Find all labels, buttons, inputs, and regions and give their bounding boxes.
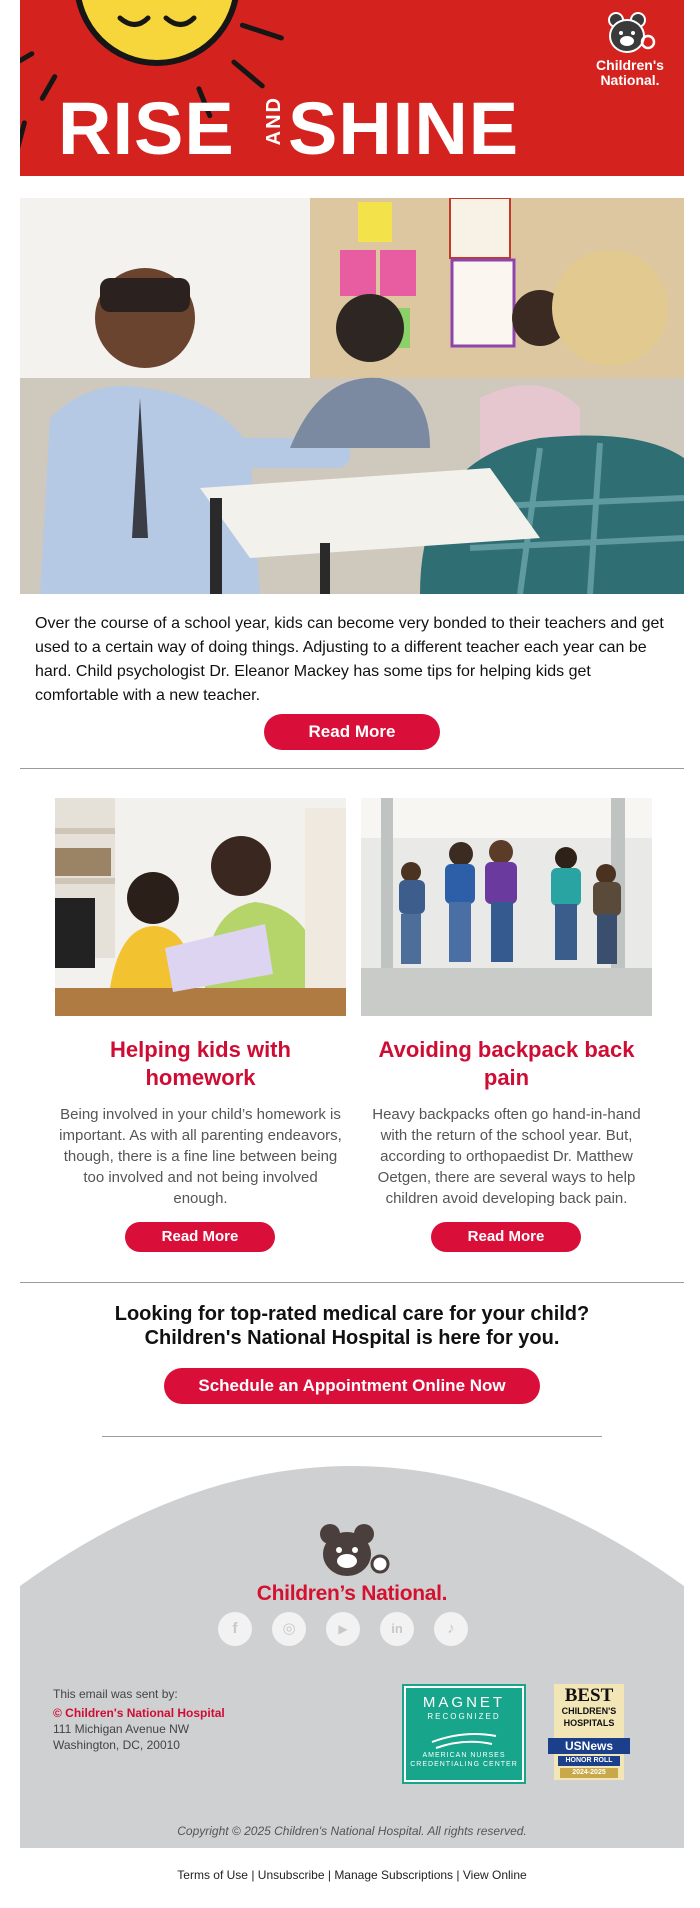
sun-ray [20,50,35,72]
card-photo-homework[interactable] [55,798,346,1016]
link-separator: | [456,1868,460,1882]
bear-logo-icon [310,1520,394,1580]
title-and: AND [263,96,285,146]
best-childrens-hospitals-badge [548,1684,630,1784]
sun-ray [230,59,265,90]
card-text-backpack: Heavy backpacks often go hand-in-hand with the return of the school year. But, according to orthopaedist Dr. Matthew Oetgen, there are several ways to help children avoid developing back pain. [372,1106,641,1207]
brand-name-line2: National. [600,71,660,88]
link-separator: | [251,1868,255,1882]
view-online-link[interactable]: View Online [462,1868,527,1882]
card-title-backpack[interactable]: Avoiding backpack back pain [378,1037,635,1090]
schedule-appointment-button[interactable]: Schedule an Appointment Online Now [164,1368,540,1404]
youtube-icon[interactable]: ▶ [326,1612,360,1646]
best-line5: HONOR ROLL [565,1757,613,1764]
terms-of-use-link[interactable]: Terms of Use [177,1868,248,1882]
smiling-sun-icon [74,0,240,66]
best-line4: USNews [564,1739,614,1753]
sent-by-label: This email was sent by: [53,1687,178,1701]
facebook-icon[interactable]: f [218,1612,252,1646]
cta-heading-line2: Children's National Hospital is here for you. [144,1327,560,1349]
best-line6: 2024-2025 [572,1769,606,1776]
card-photo-backpack[interactable] [361,798,652,1016]
best-line3: HOSPITALS [563,1718,615,1728]
tiktok-icon[interactable]: ♪ [434,1612,468,1646]
card-title-homework[interactable]: Helping kids with homework [110,1037,291,1090]
sender-address-line2: Washington, DC, 20010 [53,1738,180,1752]
magnet-line4: CREDENTIALING CENTER [410,1761,518,1768]
feature-paragraph: Over the course of a school year, kids can become very bonded to their teachers and get used to a certain way of doing things. Adjusting to a different teacher each year can be hard. Child psychologist Dr. Eleanor Mackey has some tips for helping kids get comfortable with a new teacher. [35,615,664,704]
magnet-line1: MAGNET [422,1694,506,1711]
footer-wordmark: Children’s National. [256,1582,448,1605]
childrens-national-logo[interactable] [590,10,670,87]
magnet-recognized-badge [402,1684,526,1784]
sun-ray [39,73,58,101]
unsubscribe-link[interactable]: Unsubscribe [257,1868,325,1882]
manage-subscriptions-link[interactable]: Manage Subscriptions [334,1868,454,1882]
link-separator: | [327,1868,331,1882]
copyright-text: Copyright © 2025 Children's National Hospital. All rights reserved. [177,1824,527,1838]
instagram-icon[interactable]: ◎ [272,1612,306,1646]
cta-heading-line1: Looking for top-rated medical care for your child? [114,1303,590,1325]
section-divider [20,1282,684,1283]
title-rise: RISE [58,87,235,170]
feature-read-more-button[interactable]: Read More [264,714,440,750]
card-read-more-button-homework[interactable]: Read More [125,1222,275,1252]
sender-org-name: © Children's National Hospital [53,1706,225,1720]
section-divider [102,1436,602,1437]
magnet-line3: AMERICAN NURSES [422,1752,506,1759]
bear-logo-icon [604,10,656,56]
footer-logo[interactable] [0,1520,700,1606]
best-line1: BEST [564,1685,614,1706]
section-divider [20,768,684,769]
best-line2: CHILDREN'S [561,1706,617,1716]
sun-ray [239,22,284,41]
hero-photo-teacher-classroom[interactable] [20,198,684,594]
footer-links [20,1868,684,1882]
title-shine: SHINE [288,87,520,170]
magnet-line2: RECOGNIZED [427,1712,501,1721]
card-read-more-button-backpack[interactable]: Read More [431,1222,581,1252]
sender-address-line1: 111 Michigan Avenue NW [53,1722,190,1736]
sender-info [53,1686,225,1753]
sun-ray [20,120,27,150]
card-text-homework: Being involved in your child’s homework is important. As with all parenting endeavors, though, there is a fine line between being too involved and not being involved enough. [59,1106,342,1207]
brand-name-line1: Children's [596,57,664,73]
linkedin-icon[interactable]: in [380,1612,414,1646]
header-banner [20,0,684,176]
